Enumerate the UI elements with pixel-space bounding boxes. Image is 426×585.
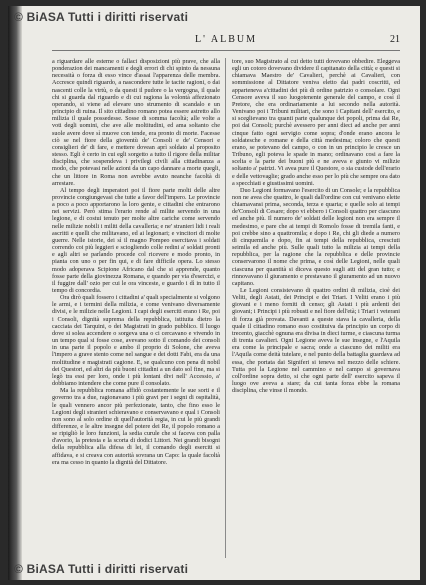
page-number: 21 xyxy=(390,34,400,45)
paragraph: Al tempo degli imperatori poi il fiore parte molti delle altre provincie congiungevasi che tutte a favor dell'impero. Le provincie a poco a poco apportarono la loro gente, e cittadini che entrarono nei servizi. Però stima l'erario rende al milite servendo in una legione, e di costui tenuto per molte altre cariche come servendo nelle milizie nobili i militi della cavalleria; e ne' stranieri lidi i reali ascritti e quelli che militavano, ed ai legionari; e vincitori di molte guerre. Nelle istorie, dei sì il magno Pompeo esercitava i soldati correndo coi più leggieri e sciogliendo colle redini a' soldati pronti e agli altri se parlando procede col ricevere e modo pronto, in pianta con uno o per fin qui, e di fare difficile opera. Lo stesso modo adoperava Scipione Africano dal che si apprende, quanto fosse parte della giovinezza Romana, e quando per via d'esercizi, e il fuggire dall' ozio per cui le ora vinceste, e guardo i dì in tutto il tempo di concordia. xyxy=(52,186,220,294)
running-title: L' ALBUM xyxy=(195,34,257,45)
page-header xyxy=(52,32,400,51)
watermark-top: © BiASA Tutti i diritti riservati xyxy=(14,10,189,24)
left-column xyxy=(52,58,220,558)
paragraph: Duo Legioni formavano l'esercito di un Console; e la repubblica non ne avea che quattro, le quali dall'ordine con cui venivano elette chiamavansi prima, seconda, terza e quarta; e quelle solo ai tempi de'Consoli di Cesare; dopo vi ebbero i Consoli quattro per ciascuno ed anche più. Il numero de' soldati delle legioni non era sempre il medesimo, e pare che ai tempi di Romolo fosse di tremila fanti, e poi crebbe sino a quattromila; e dopo i Re, chi gli diede a numero di cinquemila e dopo, fin ai tempi della repubblica, cresciuti seimila ed anche più. Sulle quali tutto la milizia ai tempi della repubblica, per la ragione che la repubblica e delle provincie conservarono il nome che prima, e così delle Legioni, nelle quali ciascuna per quantità si diceva questo sugli atti del gran tutto; e rinnovavano il giuramento e prestavano il giuramento ad un nuovo capitano. xyxy=(232,186,400,287)
paragraph: Ora dirò quali fossero i cittadini a' quali specialmente si volgono le armi, e i termini della milizia, e come venivano diversamente divisi, e le milizie nelle Legioni. I capi degli eserciti erano i Re, poi i Consoli, dignità suprema della repubblica, istituita dietro la cacciata dei Tarquini, o dei Magistrati in grado pubblico. Il luogo dove si solea accendere o sorgeva una o ci cercavano e vivendo in un tempo qual si fosse cose, avevano sotto il comando dei consoli in una parte il popolo e ambo il proprio di Solone, che aveva l'impero a grave stento come nel sangue e dei dotti Fabi, era da una moltitudine e magistrati cagione. E, se qualcuno con pena di nobil dei Questori, ed altri da più buoni cittadini a un dato sol fine, ma si legò tra essi per loro, onde i più lontani divi nell' Accessio, a' dobbiamo intendere che come pure il consolato. xyxy=(52,294,220,388)
watermark-bottom: © BiASA Tutti i diritti riservati xyxy=(14,562,189,576)
column-divider xyxy=(225,58,226,558)
paragraph: tore, suo Magistrato al cui detto tutti dovevano obbedire. Eleggeva egli un cotoro dovevano dividere il capitanato della città; e questi si chiamava Maestro de' Cavalieri, perchè ai Cavalieri, con sommissione al Dittatore veniva eletto dai padri coscritti, ed apparteneva a'cittadini dei più di ordine patrizio o consolare. Ogni Censore aveva il suo luogotenente generale del campo, e così il Pretore, che era ordinariamente a lui secondo nella autorità. Venivano poi i Tribuni militari, che sono i Capitani dell' esercito, e si sceglievano tra quanti parte qualunque dei popoli, prima dai Re, poi dai Consoli; purchè avessero per anni dieci ad anche per anni cinque fatto ogni servigio come sopra; d'onde erano ancora le soldatesche e romane e della città medesima; coloro che questi erano, se potevano del campo, o con in un principio le cresce un Tribuno, egli poteva le spade in mano; ordinavano cosi a fare la scelta e la parte dei buoni più e ne aveva e giunto vi milizie soltanto a' patrizi. Vi avea pure il Questore, o sia custode dell'erario e delle vettovaglie; grado anche esso per lo più che sempre ora dato a specchiati e giustissimi uomini. xyxy=(232,58,400,187)
text-columns xyxy=(52,58,400,558)
document-page xyxy=(8,6,420,580)
paragraph: a riguardare alle esterne o fallaci disposizioni più prave, che alla ponderazion dei mancamenti e degli errori di chi spinto da nessuna necessità o forza di esso vince d'assai l'apparenza delle membra. Accresce quindi riguardo, a nascondere tutte le tacite ragioni, o dai nascenti colle la virtù, o da questi il pudore o la vergogna, il quale chi si guarda dal riguardo e di cui ragiona la volontà affezionato operando, si viene ad elevare uno strumento di scandalo e un principio di ruina. Il sito cittadino romano potea essere astretto allo milizia il quale possedesse. Sosse di somma facoltà; alle volte a voti degli uomini, che ave alle moltitudini, ed ama soltanto che suole avere dove sì muove con tende, era pronto di morte. Facesse ciò se nel fiore della gioventù de' Consoli e de' Censori e consiglieri de' di fare, e mettere dovean aprì soldato al proposito stesso. Egli è certo in cui egli sorgetto a tutto il rigore della militar disciplina, che sospendeva i privilegi civili alla cittadinanza a modo, che potevasi nelle azioni da un capo dannare a morte quegli, che un littore in Roma non avrebbe avuto neanche facoltà di arrestare. xyxy=(52,58,220,187)
paragraph: Ma la repubblica romana affidò costantemente le sue sorti e il governo tra a due, ragionavano i più gravi per i segni di ospitalità, le quali vennero ancor più perfezionate, tanto, che fino esso le Legioni degli stranieri schieravano e conservavano e qual i Consoli non sono al solo ordine di quell'autorità regia, in cui le più grandi differenze, e le altre insegne del potere dei Re, il popolo romano a se ripigliò le loro funzioni, la sedia curule che si faceva con palla d'avorio, la pretesta e la scorta di dodici Littori. Nei grandi bisogni della repubblica alla difesa di lei, il comando degli eserciti si affidava, e si creava con autorità sovrana un Capo: la quale facoltà era ma cesso in quanto la dignità del Dittatore. xyxy=(52,387,220,466)
right-column xyxy=(232,58,400,558)
scan-binding-edge xyxy=(8,6,22,580)
paragraph: Le Legioni consistevano di quattro ordini di milizia, cioè dei Veliti, degli Astati, dei Principi e dei Triari. I Veliti erano i più giovani e i meno forniti di censo; gli Astati i più ardenti dei giovani; i Principi i più robusti e nel fiore dell'età; i Triari i veterani di forza già provata. Davanti a queste stava la cavalleria, della quale il cittadino romano esso costituiva da principio un corpo di trecento, giacchè ognuna era divisa in dieci turme, e ciascuna turma di trenta cavalieri. Ogni Legione aveva le sue insegne, e l'Aquila era come la principale e sacra; onde a ciascuno dei militi era l'Aquila come deità tutelare, e nel punto della battaglia guardava ad essa, che portata dai Signiferi si teneva nel mezzo delle schiere. Tutta poi la Legione nel cammino e nel campo si governava coll'ordine sopra detto, si che ogni parte dell' esercito sapeva il luogo ove aveva a stare; da cui tanta forza ebbe la romana disciplina, che vinse il mondo. xyxy=(232,287,400,395)
